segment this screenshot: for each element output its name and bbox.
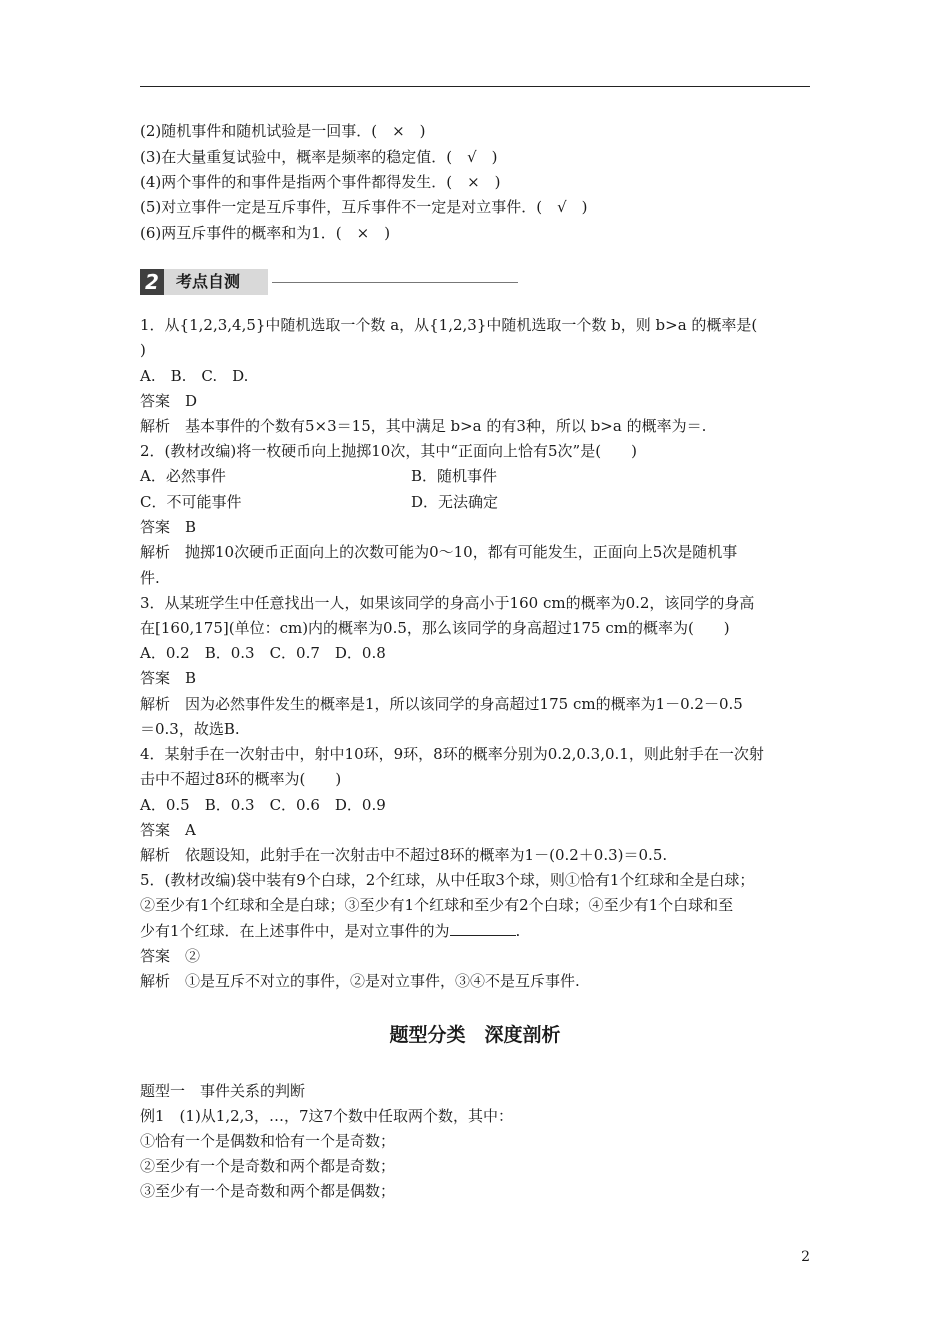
q2-option-d: D．无法确定 [411,493,499,511]
q1-answer: 答案 D [140,392,198,410]
q5-line3 [140,920,520,941]
page-number: 2 [801,1249,810,1265]
q2-option-b: B．随机事件 [411,467,498,485]
section-heading [140,269,520,295]
example1-intro: 例1 (1)从1,2,3，…，7这7个数中任取两个数，其中： [140,1107,514,1125]
section-number: 2 [140,269,164,295]
q4-answer: 答案 A [140,821,196,839]
q2-line1: 2．(教材改编)将一枚硬币向上抛掷10次，其中“正面向上恰有5次”是( ) [140,442,637,460]
q4-line2: 击中不超过8环的概率为( ) [140,770,342,788]
judge-item-5: (5)对立事件一定是互斥事件，互斥事件不一定是对立事件．( √ ) [140,198,588,216]
q3-answer: 答案 B [140,669,197,687]
example1-item-2: ②至少有一个是奇数和两个都是奇数； [140,1157,396,1175]
q3-options: A．0.2 B．0.3 C．0.7 D．0.8 [140,644,386,662]
judge-item-4: (4)两个事件的和事件是指两个事件都得发生．( × ) [140,173,501,191]
q5-answer: 答案 ② [140,947,201,965]
q3-analysis-1: 解析 因为必然事件发生的概率是1，所以该同学的身高超过175 cm的概率为1－0.2－0.5 [140,695,743,713]
example1-item-3: ③至少有一个是奇数和两个都是偶数； [140,1182,396,1200]
q4-line1: 4．某射手在一次射击中，射中10环，9环，8环的概率分别为0.2,0.3,0.1，则此射手在一次射 [140,745,764,763]
example1-item-1: ①恰有一个是偶数和恰有一个是奇数； [140,1132,396,1150]
type1-title: 题型一 事件关系的判断 [140,1082,306,1100]
q5-analysis: 解析 ①是互斥不对立的事件，②是对立事件，③④不是互斥事件. [140,972,580,990]
q2-analysis-2: 件. [140,569,160,587]
q5-line3-end: . [515,922,521,940]
q4-analysis: 解析 依题设知，此射手在一次射击中不超过8环的概率为1－(0.2＋0.3)＝0.5. [140,846,668,864]
q5-line3-text: 少有1个红球．在上述事件中，是对立事件的为 [140,922,450,940]
q1-line1: 1．从{1,2,3,4,5}中随机选取一个数 a，从{1,2,3}中随机选取一个数 b，则 b>a 的概率是( [140,316,758,334]
q1-options: A. B. C. D. [140,367,249,385]
answer-blank [450,920,516,936]
q2-answer: 答案 B [140,518,197,536]
q5-line1: 5．(教材改编)袋中装有9个白球，2个红球，从中任取3个球，则①恰有1个红球和全是白球； [140,871,755,889]
q5-line2: ②至少有1个红球和全是白球；③至少有1个红球和至少有2个白球；④至少有1个白球和至 [140,896,734,914]
header-rule [140,86,810,87]
section-title: 考点自测 [164,269,268,295]
q2-analysis-1: 解析 抛掷10次硬币正面向上的次数可能为0～10，都有可能发生，正面向上5次是随机事 [140,543,738,561]
chapter-heading: 题型分类 深度剖析 [389,1024,561,1046]
q1-analysis: 解析 基本事件的个数有5×3＝15，其中满足 b>a 的有3种，所以 b>a 的概率为＝. [140,417,707,435]
q3-line2: 在[160,175](单位：cm)内的概率为0.5，那么该同学的身高超过175 cm的概率为( ) [140,619,730,637]
q3-line1: 3．从某班学生中任意找出一人，如果该同学的身高小于160 cm的概率为0.2，该同学的身高 [140,594,755,612]
q4-options: A．0.5 B．0.3 C．0.6 D．0.9 [140,796,386,814]
judge-item-2: (2)随机事件和随机试验是一回事．( × ) [140,122,426,140]
q1-line2: ) [140,341,146,359]
section-rule [272,282,518,283]
judge-item-6: (6)两互斥事件的概率和为1．( × ) [140,224,391,242]
q2-option-c: C．不可能事件 [140,493,242,511]
judge-item-3: (3)在大量重复试验中，概率是频率的稳定值．( √ ) [140,148,498,166]
q2-option-a: A．必然事件 [140,467,226,485]
q3-analysis-2: ＝0.3，故选B. [140,720,240,738]
